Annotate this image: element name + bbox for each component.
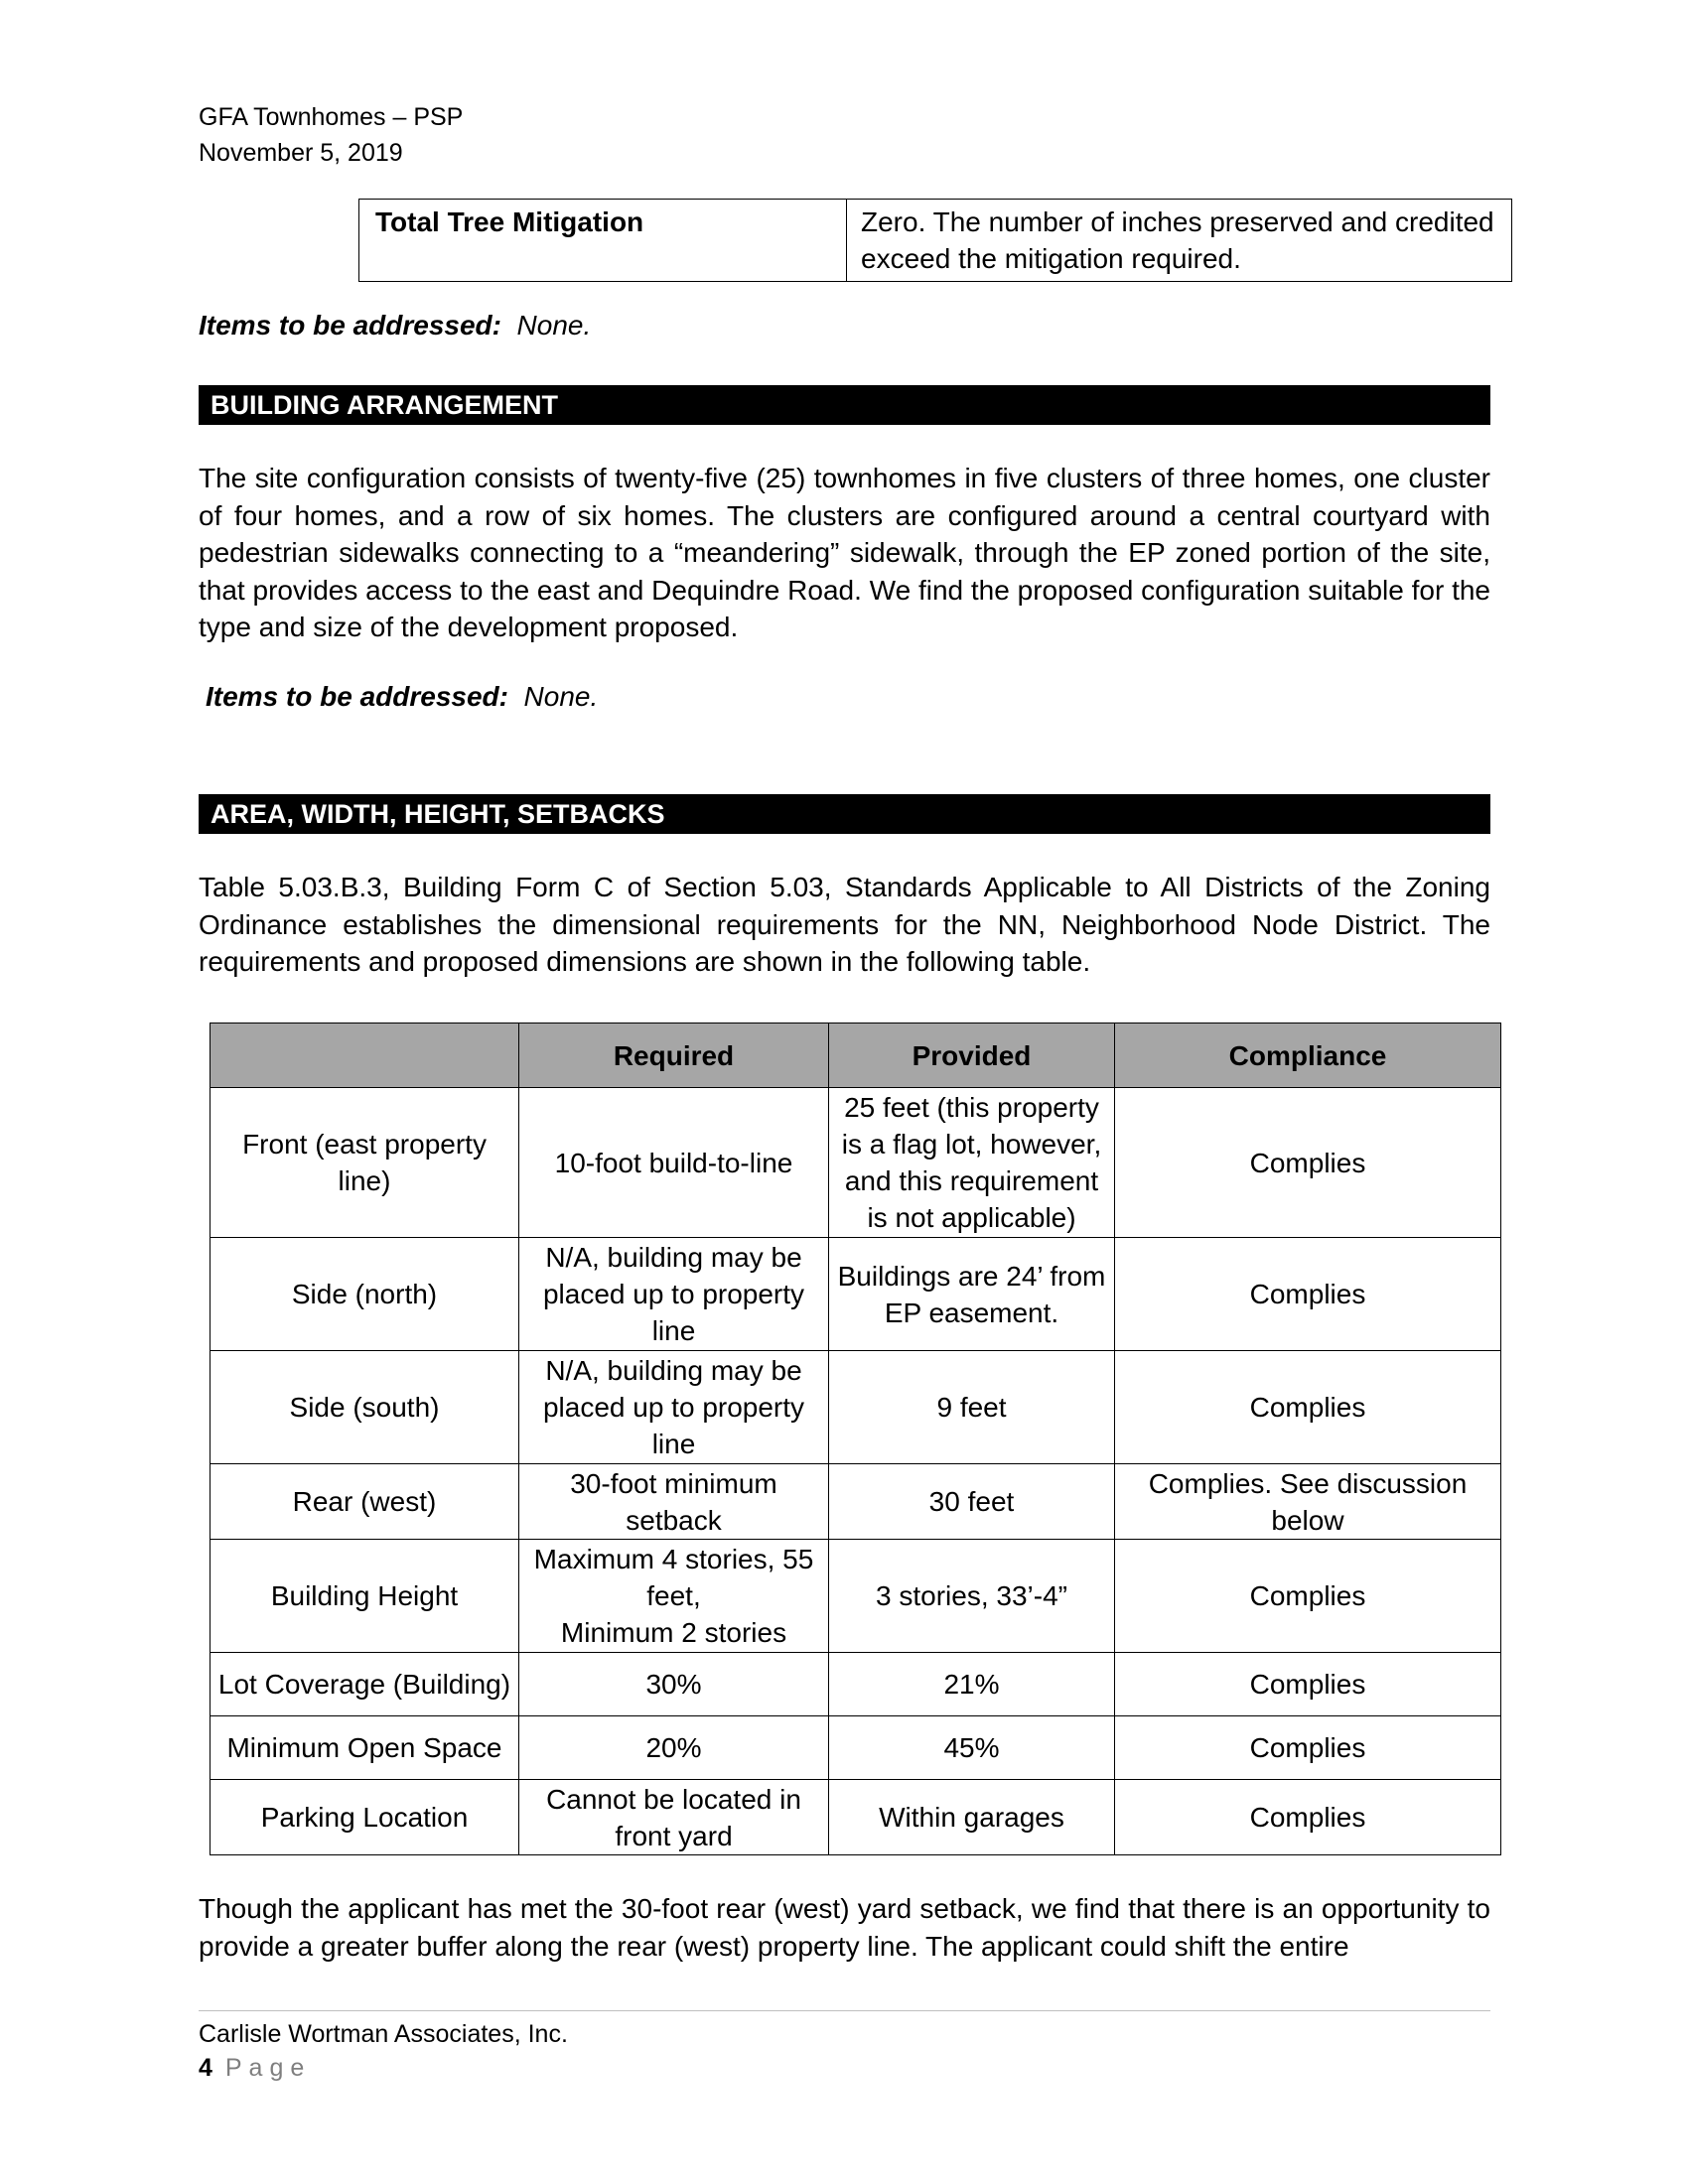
table-cell: 45% [829,1716,1115,1780]
dimensional-requirements-table [210,1023,1501,1855]
table-cell: Buildings are 24’ from EP easement. [829,1238,1115,1351]
table-cell: 21% [829,1653,1115,1716]
footer-divider [199,2010,1490,2011]
header-title: GFA Townhomes – PSP [199,103,464,131]
column-header: Compliance [1115,1024,1501,1088]
building-arrangement-paragraph: The site configuration consists of twenty-five (25) townhomes in five clusters of three homes, one cluster of four homes, and a row of six homes. The clusters are configured around a central courtyard with pedestrian sidewalks connecting to a “meandering” sidewalk, through the EP zoned portion of the site, that provides access to the east and Dequindre Road. We find the proposed configuration suitable for the type and size of the development proposed. [199,463,1490,642]
table-row [359,200,1512,282]
table-cell: Parking Location [211,1780,519,1855]
column-header [211,1024,519,1088]
items-label: Items to be addressed: [199,310,501,341]
table-row [211,1780,1501,1855]
table-cell: Cannot be located in front yard [519,1780,829,1855]
items-to-address-2 [206,681,598,713]
tree-mitigation-label: Total Tree Mitigation [359,200,847,282]
page-number-value: 4 [199,2054,212,2082]
column-header: Provided [829,1024,1115,1088]
section-heading-area-setbacks: AREA, WIDTH, HEIGHT, SETBACKS [199,794,1490,834]
table-row [211,1716,1501,1780]
page-footer [199,2017,568,2085]
table-cell: 30% [519,1653,829,1716]
page-number [199,2051,568,2085]
table-cell: Minimum Open Space [211,1716,519,1780]
tree-mitigation-value: Zero. The number of inches preserved and credited exceed the mitigation required. [847,200,1512,282]
table-cell: 10-foot build-to-line [519,1088,829,1238]
table-cell: Complies [1115,1780,1501,1855]
table-cell: Building Height [211,1540,519,1653]
tree-mitigation-table [358,199,1512,282]
table-row [211,1238,1501,1351]
items-value: None. [523,681,599,712]
footer-company: Carlisle Wortman Associates, Inc. [199,2020,568,2048]
table-cell: Complies. See discussion below [1115,1464,1501,1540]
table-cell: 30 feet [829,1464,1115,1540]
table-row [211,1653,1501,1716]
table-cell: Front (east property line) [211,1088,519,1238]
section-heading-building-arrangement: BUILDING ARRANGEMENT [199,385,1490,425]
table-cell: Complies [1115,1653,1501,1716]
table-row [211,1088,1501,1238]
table-header-row [211,1024,1501,1088]
table-cell: Side (north) [211,1238,519,1351]
table-row [211,1464,1501,1540]
table-cell: N/A, building may be placed up to property line [519,1351,829,1464]
table-row [211,1351,1501,1464]
table-cell: Rear (west) [211,1464,519,1540]
table-cell: Within garages [829,1780,1115,1855]
table-cell: Side (south) [211,1351,519,1464]
items-to-address-1 [199,310,591,341]
closing-paragraph: Though the applicant has met the 30-foot rear (west) yard setback, we find that there is an opportunity to provide a greater buffer along the rear (west) property line. The applicant could shift the entire [199,1893,1490,1962]
table-cell: Complies [1115,1238,1501,1351]
header-date: November 5, 2019 [199,139,403,167]
table-cell: N/A, building may be placed up to property line [519,1238,829,1351]
items-label: Items to be addressed: [206,681,508,712]
table-cell: 30-foot minimum setback [519,1464,829,1540]
area-section-paragraph: Table 5.03.B.3, Building Form C of Section 5.03, Standards Applicable to All Districts of the Zoning Ordinance establishes the dimensional requirements for the NN, Neighborhood Node District. The requirements and proposed dimensions are shown in the following table. [199,872,1490,977]
column-header: Required [519,1024,829,1088]
table-cell: Maximum 4 stories, 55 feet, Minimum 2 stories [519,1540,829,1653]
table-cell: Lot Coverage (Building) [211,1653,519,1716]
table-cell: Complies [1115,1716,1501,1780]
table-cell: Complies [1115,1351,1501,1464]
table-row [211,1540,1501,1653]
table-cell: 20% [519,1716,829,1780]
table-cell: Complies [1115,1540,1501,1653]
table-cell: 3 stories, 33’-4” [829,1540,1115,1653]
page-word: Page [224,2054,312,2082]
page-header [199,99,463,171]
table-cell: Complies [1115,1088,1501,1238]
items-value: None. [516,310,592,341]
table-cell: 25 feet (this property is a flag lot, however, and this requirement is not applicable) [829,1088,1115,1238]
table-cell: 9 feet [829,1351,1115,1464]
